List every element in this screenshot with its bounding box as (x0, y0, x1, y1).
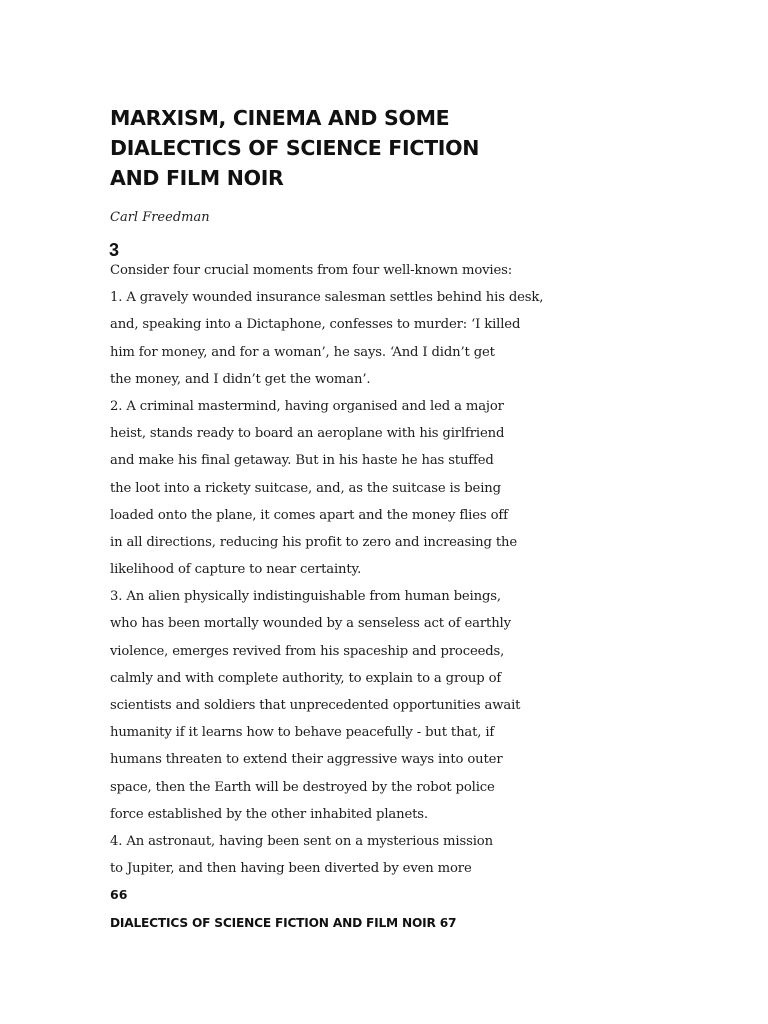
body-line: 1. A gravely wounded insurance salesman settles behind his desk, (110, 290, 544, 306)
chapter-number: 3 (109, 240, 120, 260)
body-line: and make his final getaway. But in his haste he has stuffed (110, 453, 494, 469)
body-line: the money, and I didn’t get the woman’. (110, 371, 371, 387)
body-line: in all directions, reducing his profit to zero and increasing the (110, 534, 518, 550)
body-line: scientists and soldiers that unprecedented opportunities await (110, 698, 521, 713)
body-text (110, 260, 580, 885)
body-line: who has been mortally wounded by a senseless act of earthly (110, 616, 511, 632)
title-line: MARXISM, CINEMA AND SOME (110, 106, 450, 130)
author-name: Carl Freedman (110, 210, 210, 225)
page-number: 66 (110, 887, 128, 902)
body-line: Consider four crucial moments from four well-known movies: (110, 263, 513, 278)
running-head: DIALECTICS OF SCIENCE FICTION AND FILM NOIR 67 (110, 916, 457, 930)
body-line: and, speaking into a Dictaphone, confesses to murder: ‘I killed (110, 317, 521, 333)
body-line: calmly and with complete authority, to explain to a group of (110, 670, 502, 686)
body-line: loaded onto the plane, it comes apart and the money flies off (110, 507, 508, 523)
title-line: AND FILM NOIR (110, 166, 284, 190)
body-line: the loot into a rickety suitcase, and, as the suitcase is being (110, 480, 501, 496)
title-line: DIALECTICS OF SCIENCE FICTION (110, 136, 480, 160)
body-line: 2. A criminal mastermind, having organised and led a major (110, 398, 504, 414)
body-line: force established by the other inhabited planets. (110, 806, 428, 822)
chapter-title (110, 103, 670, 193)
body-line: space, then the Earth will be destroyed by the robot police (110, 779, 495, 795)
body-line: violence, emerges revived from his spaceship and proceeds, (110, 643, 505, 659)
body-line: 4. An astronaut, having been sent on a mysterious mission (110, 833, 493, 849)
body-line: him for money, and for a woman’, he says. ‘And I didn’t get (110, 344, 495, 360)
body-line: heist, stands ready to board an aeroplane with his girlfriend (110, 426, 505, 442)
body-line: humanity if it learns how to behave peacefully - but that, if (110, 725, 495, 741)
body-line: 3. An alien physically indistinguishable from human beings, (110, 589, 501, 605)
body-line: likelihood of capture to near certainty. (110, 562, 362, 578)
body-line: humans threaten to extend their aggressive ways into outer (110, 752, 503, 768)
body-line: to Jupiter, and then having been diverted by even more (110, 861, 472, 877)
